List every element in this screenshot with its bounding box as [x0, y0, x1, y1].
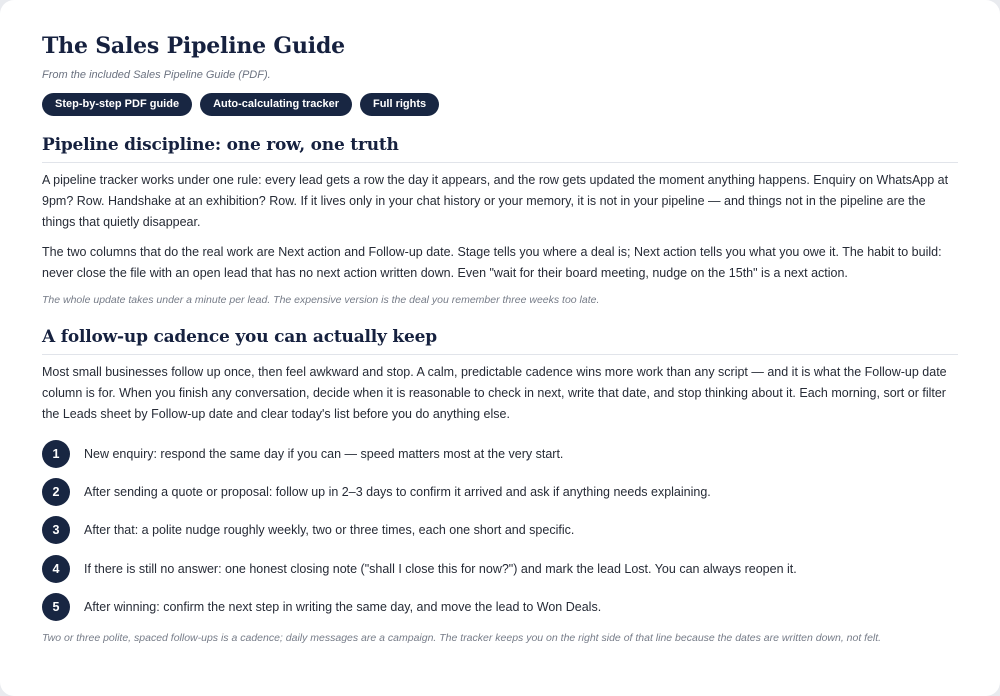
step-text: After winning: confirm the next step in writing the same day, and move the lead to Won Deals. [84, 599, 602, 614]
badge-pdf-guide: Step-by-step PDF guide [42, 93, 192, 116]
badge-full-rights: Full rights [360, 93, 439, 116]
step-text: After that: a polite nudge roughly weekly, two or three times, each one short and specific. [84, 523, 575, 538]
cadence-step [42, 588, 958, 626]
step-number-badge: 4 [42, 555, 70, 583]
pipeline-paragraph-1: A pipeline tracker works under one rule: every lead gets a row the day it appears, and the row gets updated the moment anything happens. Enquiry on WhatsApp at 9pm? Row. Handshake at an exhibition? Row. If it lives only in your chat history or your memory, it is not in your pipeline — and things not in the pipeline are the things that quietly disappear. [42, 173, 949, 229]
page-subtitle: From the included Sales Pipeline Guide (PDF). [42, 69, 271, 81]
step-number-badge: 1 [42, 440, 70, 468]
cadence-steps [42, 435, 958, 626]
step-text: If there is still no answer: one honest closing note ("shall I close this for now?") and mark the lead Lost. You can always reopen it. [84, 561, 797, 576]
pipeline-note: The whole update takes under a minute per lead. The expensive version is the deal you remember three weeks too late. [42, 294, 600, 306]
step-number-badge: 5 [42, 593, 70, 621]
page-title: The Sales Pipeline Guide [42, 33, 345, 59]
cadence-note: Two or three polite, spaced follow-ups is a cadence; daily messages are a campaign. The tracker keeps you on the right side of that line because the dates are written down, not felt. [42, 631, 882, 644]
section-heading-cadence: A follow-up cadence you can actually keep [42, 325, 958, 355]
step-text: After sending a quote or proposal: follow up in 2–3 days to confirm it arrived and ask if anything needs explaining. [84, 485, 711, 500]
cadence-step [42, 473, 958, 511]
cadence-step [42, 550, 958, 588]
step-text: New enquiry: respond the same day if you can — speed matters most at the very start. [84, 447, 564, 462]
cadence-step [42, 435, 958, 473]
badge-tracker: Auto-calculating tracker [200, 93, 352, 116]
step-number-badge: 3 [42, 516, 70, 544]
feature-badges [42, 93, 958, 116]
step-number-badge: 2 [42, 478, 70, 506]
section-heading-pipeline: Pipeline discipline: one row, one truth [42, 133, 958, 163]
cadence-step [42, 511, 958, 549]
pipeline-paragraph-2: The two columns that do the real work are Next action and Follow-up date. Stage tells you where a deal is; Next action tells you what you owe it. The habit to build: never close the file with an open lead that has no next action written down. Even "wait for their board meeting, nudge on the 15th" is a next action. [42, 245, 942, 280]
cadence-paragraph: Most small businesses follow up once, then feel awkward and stop. A calm, predictable cadence wins more work than any script — and it is what the Follow-up date column is for. When you finish any conversation, decide when it is reasonable to check in next, write that date, and stop thinking about it. Each morning, sort or filter the Leads sheet by Follow-up date and clear today's list before you do anything else. [42, 365, 947, 421]
